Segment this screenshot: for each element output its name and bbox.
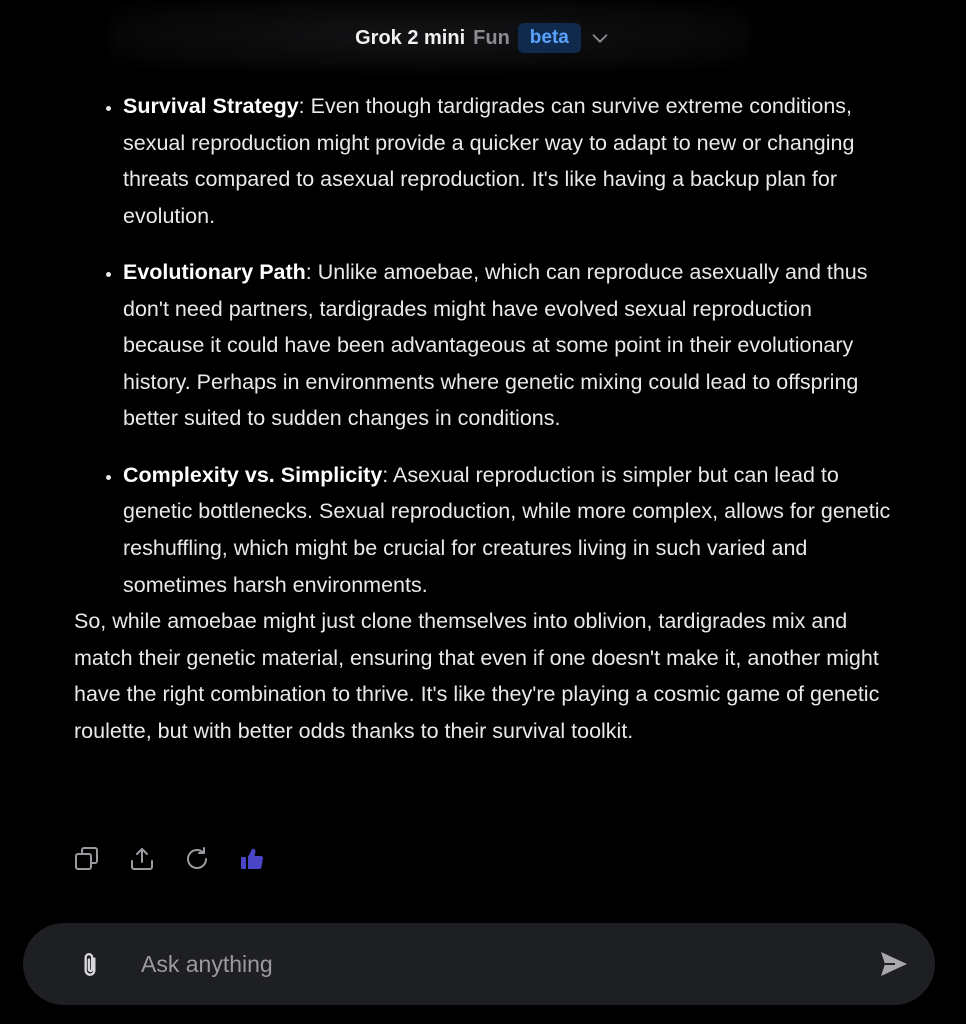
model-selector[interactable] — [355, 23, 611, 53]
beta-badge: beta — [518, 23, 581, 53]
assistant-message — [74, 88, 894, 749]
thumbs-up-icon[interactable] — [239, 846, 265, 872]
top-bar — [0, 0, 966, 76]
regenerate-icon[interactable] — [184, 846, 210, 872]
list-item-text: : Unlike amoebae, which can reproduce asexually and thus don't need partners, tardigrades might have evolved sexual reproduction because it could have been advantageous at some point in their evolutionary history. Perhaps in environments where genetic mixing could lead to offspring better suited to sudden changes in conditions. — [123, 260, 868, 431]
conclusion-paragraph: So, while amoebae might just clone themselves into oblivion, tardigrades mix and match their genetic material, ensuring that even if one doesn't make it, another might have the right combination to thrive. It's like they're playing a cosmic game of genetic roulette, but with better odds thanks to their survival toolkit. — [74, 609, 880, 743]
list-item — [123, 254, 894, 437]
chevron-down-icon — [589, 27, 611, 49]
list-item-text: : Even though tardigrades can survive extreme conditions, sexual reproduction might provide a quicker way to adapt to new or changing threats compared to asexual reproduction. It's like having a backup plan for evolution. — [123, 94, 855, 228]
list-item-title: Complexity vs. Simplicity — [123, 462, 383, 487]
model-name: Grok 2 mini — [355, 26, 466, 49]
model-mode: Fun — [473, 26, 510, 49]
list-item — [123, 457, 894, 603]
copy-icon[interactable] — [74, 846, 100, 872]
list-item — [123, 88, 894, 234]
list-item-text: : Asexual reproduction is simpler but can lead to genetic bottlenecks. Sexual reproduction, while more complex, allows for genetic reshuffling, which might be crucial for creatures living in such varied and sometimes harsh environments. — [123, 462, 891, 597]
send-icon[interactable] — [878, 948, 910, 980]
reason-list — [74, 88, 894, 603]
ask-input[interactable] — [141, 947, 861, 981]
message-composer — [23, 923, 935, 1005]
paperclip-icon[interactable] — [77, 951, 103, 979]
list-item-title: Evolutionary Path — [123, 260, 306, 285]
list-item-title: Survival Strategy — [123, 94, 299, 118]
message-actions — [74, 846, 265, 872]
share-icon[interactable] — [129, 846, 155, 872]
